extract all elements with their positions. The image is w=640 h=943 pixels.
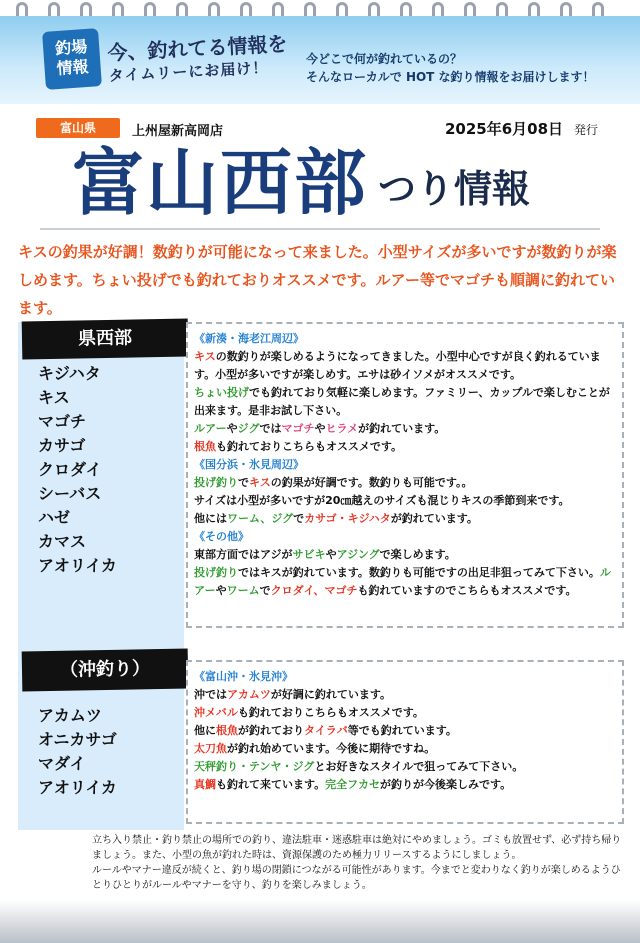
badge-line1: 釣場: [54, 36, 88, 59]
report-text: の数釣りが楽しめるようになってきました。小型中心ですが良く釣れるています。小型が多いですが楽しめす。エサは砂イソメがオススメです。: [194, 350, 601, 381]
page-title-sub: つり情報: [378, 167, 531, 211]
fish-highlight: マゴチ: [281, 422, 315, 435]
report-panel-shore: [186, 322, 624, 628]
list-item: カマス: [38, 532, 87, 551]
report-line: [194, 722, 616, 740]
method-highlight: ワーム、ジグ: [227, 512, 294, 525]
report-text: でも釣れており気軽に楽しめます。ファミリー、カップルで楽しむことが出来ます。是非お試し下さい。: [194, 386, 610, 417]
fishing-info-badge: [42, 28, 102, 90]
report-text: が釣れています。: [390, 512, 478, 525]
report-text: も釣れておりこちらもオススメです。: [216, 440, 403, 453]
report-text: も釣れて来ています。: [216, 778, 326, 791]
fish-highlight: 真鯛: [194, 778, 216, 791]
method-highlight: ルアー: [194, 422, 227, 435]
report-line: [194, 510, 616, 528]
area-title: 《その他》: [194, 530, 249, 543]
fish-highlight: カサゴ・キジハタ: [304, 512, 391, 525]
banner-sub-line2: そんなローカルで HOT な釣り情報をお届けします！: [306, 70, 595, 84]
banner-sub-line1: 今どこで何が釣れているの？: [306, 52, 463, 66]
list-item: アオリイカ: [38, 778, 117, 797]
report-line: [194, 546, 616, 564]
fish-highlight: アカムツ: [227, 688, 271, 701]
list-item: アカムツ: [38, 706, 102, 725]
method-highlight: ジグ: [237, 422, 260, 435]
report-line: [194, 438, 616, 456]
report-line: [194, 776, 616, 794]
method-highlight: 投げ釣り: [194, 476, 238, 489]
fish-highlight: キス: [194, 350, 216, 363]
method-highlight: ちょい投げ: [194, 386, 249, 399]
method-highlight: アジング: [336, 548, 380, 561]
report-text: が釣れ始めています。今後に期待ですね。: [227, 742, 436, 755]
title-divider: [40, 228, 600, 230]
report-text: や: [314, 422, 326, 435]
report-line: [194, 420, 616, 438]
page-title: 富山西部: [72, 141, 369, 225]
method-highlight: ワーム: [226, 584, 260, 597]
issued-label: 発行: [574, 123, 599, 137]
method-highlight: ルアー: [194, 566, 611, 597]
report-line: [194, 686, 616, 704]
report-text: とお好きなスタイルで狙ってみて下さい。: [314, 760, 524, 773]
area-title: 《新湊・海老江周辺》: [194, 332, 304, 345]
area-title: 《富山沖・氷見沖》: [194, 670, 293, 683]
report-line: [194, 348, 616, 384]
report-line: [194, 758, 616, 776]
report-text: が好調に釣れています。: [270, 688, 392, 701]
fish-highlight: 沖メバル: [194, 706, 238, 719]
list-item: マゴチ: [38, 412, 87, 431]
list-item: カサゴ: [38, 436, 86, 455]
report-text: 東部方面ではアジが: [194, 548, 293, 561]
report-text: が釣りが今後楽しみです。: [380, 778, 512, 791]
headline: キスの釣果が好調！数釣りが可能になって来ました。小型サイズが多いですが数釣りが楽しめます。ちょい投げでも釣れておりオススメです。ルアー等でマゴチも順調に釣れています。: [18, 243, 617, 317]
report-text: 他に: [194, 724, 216, 737]
report-line: [194, 740, 616, 758]
report-text: や: [226, 422, 238, 435]
report-text: で: [238, 476, 249, 489]
rules-notes: [92, 833, 622, 893]
report-text: ではキスが釣れています。数釣りも可能ですの出足非狙ってみて下さい。: [238, 566, 600, 579]
note-paragraph: ルールやマナー違反が続くと、釣り場の閉鎖につながる可能性があります。今までと変わりなく釣りが楽しめるようひとりひとりがルールやマナーを守り、釣りを楽しみましょう。: [92, 865, 621, 891]
fish-highlight: クロダイ、マゴチ: [270, 584, 358, 597]
area-title: 《国分浜・氷見周辺》: [194, 458, 304, 471]
report-text: で: [293, 512, 305, 525]
tagline-line2: タイムリーにお届け！: [108, 58, 269, 85]
fish-list-offshore: [38, 704, 117, 800]
section-title-west: 県西部: [22, 319, 189, 360]
fish-highlight: 太刀魚: [194, 742, 227, 755]
report-text: 等でも釣れています。: [347, 724, 457, 737]
section-title-offshore: （沖釣り）: [22, 649, 189, 692]
report-line: [194, 474, 616, 492]
method-highlight: 完全フカセ: [325, 778, 381, 791]
report-text: や: [325, 548, 337, 561]
store-name: 上州屋新高岡店: [132, 124, 224, 139]
report-line: [194, 704, 616, 722]
list-item: ハゼ: [38, 508, 71, 527]
report-text: が釣れています。: [358, 422, 446, 435]
report-text: 沖では: [194, 688, 227, 701]
list-item: キジハタ: [38, 364, 101, 383]
report-text: や: [215, 584, 227, 597]
note-paragraph: 立ち入り禁止・釣り禁止の場所での釣り、違法駐車・迷惑駐車は絶対にやめましょう。ゴミも放置せず、必ず持ち帰りましょう。また、小型の魚が釣れた時は、資源保護のため極力リリースするようにしましょう。: [92, 835, 622, 861]
list-item: マダイ: [38, 754, 86, 773]
fish-highlight: ヒラメ: [325, 422, 359, 435]
method-highlight: 天秤釣り・テンヤ・ジグ: [194, 760, 315, 773]
list-item: アオリイカ: [38, 556, 117, 575]
fish-highlight: キス: [249, 476, 271, 489]
report-text: で楽しめます。: [379, 548, 456, 561]
tagline-line1: 今、釣れてる情報を: [106, 31, 288, 65]
report-text: も釣れていますのでこちらもオススメです。: [357, 584, 577, 597]
list-item: キス: [38, 388, 70, 407]
report-text: も釣れておりこちらもオススメです。: [237, 706, 424, 719]
method-highlight: 投げ釣り: [194, 566, 238, 579]
list-item: オニカサゴ: [38, 730, 117, 749]
bottom-bar: [0, 900, 640, 943]
fish-list-west: [38, 362, 117, 578]
fish-highlight: 根魚: [194, 440, 216, 453]
list-item: クロダイ: [38, 460, 102, 479]
report-text: では: [259, 422, 282, 435]
fish-highlight: 根魚: [216, 724, 238, 737]
banner-subtext: [306, 50, 595, 86]
report-line: [194, 384, 616, 420]
report-text: の釣果が好調です。数釣りも可能です。。: [270, 476, 473, 489]
report-line: サイズは小型が多いですが20㎝越えのサイズも混じりキスの季節到来です。: [194, 494, 570, 507]
report-panel-offshore: [186, 660, 624, 824]
fish-highlight: タイラバ: [304, 724, 348, 737]
method-highlight: サビキ: [292, 548, 326, 561]
prefecture-badge: 富山県: [36, 118, 120, 138]
report-text: 他には: [194, 512, 227, 525]
list-item: シーバス: [38, 484, 102, 503]
issue-date: 2025年6月08日: [445, 120, 564, 138]
report-text: で: [259, 584, 271, 597]
badge-line2: 情報: [55, 56, 90, 79]
report-text: が釣れており: [238, 724, 304, 737]
report-line: [194, 564, 616, 600]
